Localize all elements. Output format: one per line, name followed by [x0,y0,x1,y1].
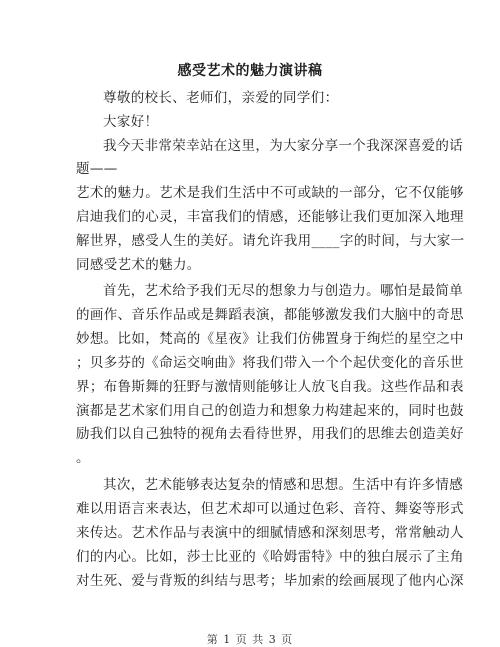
paragraph-line: 首先，艺术给予我们无尽的想象力与创造力。哪怕是最简单 [103,283,464,299]
paragraph-line: 对生死、爱与背叛的纠结与思考；毕加索的绘画展现了他内心深 [76,573,464,589]
paragraph-line: 演都是艺术家们用自己的创造力和想象力构建起来的，同时也鼓 [76,403,464,419]
greeting-line: 尊敬的校长、老师们，亲爱的同学们： [103,90,339,106]
document-title: 感受艺术的魅力演讲稿 [177,63,323,79]
paragraph-line: 界；布鲁斯舞的狂野与激情则能够让人放飞自我。这些作品和表 [76,379,464,395]
paragraph-line: 同感受艺术的魅力。 [76,257,201,273]
paragraph-line: 艺术的魅力。艺术是我们生活中不可或缺的一部分，它不仅能够 [76,185,464,201]
paragraph-line: 其次，艺术能够表达复杂的情感和思想。生活中有许多情感 [103,477,464,493]
paragraph-line: 来传达。艺术作品与表演中的细腻情感和深刻思考，常常触动人 [76,525,464,541]
paragraph-line: 励我们以自己独特的视角去看待世界，用我们的思维去创造美好 [76,426,464,442]
page-number-footer: 第 1 页 共 3 页 [206,633,294,646]
paragraph-line: 题—— [76,161,118,177]
salutation-line: 大家好！ [103,114,159,130]
paragraph-line: 妙想。比如，梵高的《星夜》让我们仿佛置身于绚烂的星空之中 [76,331,464,347]
paragraph-line: 难以用语言来表达，但艺术却可以通过色彩、音符、舞姿等形式 [76,501,464,517]
paragraph-line: ；贝多芬的《命运交响曲》将我们带入一个个起伏变化的音乐世 [76,355,464,371]
paragraph-line: 们的内心。比如，莎士比亚的《哈姆雷特》中的独白展示了主角 [76,549,464,565]
paragraph-line: 启迪我们的心灵，丰富我们的情感，还能够让我们更加深入地理 [76,209,464,225]
paragraph-line: 解世界，感受人生的美好。请允许我用____字的时间，与大家一 [76,233,465,249]
paragraph-line: 。 [76,450,90,466]
paragraph-line: 我今天非常荣幸站在这里，为大家分享一个我深深喜爱的话 [103,138,464,154]
paragraph-line: 的画作、音乐作品或是舞蹈表演，都能够激发我们大脑中的奇思 [76,307,464,323]
